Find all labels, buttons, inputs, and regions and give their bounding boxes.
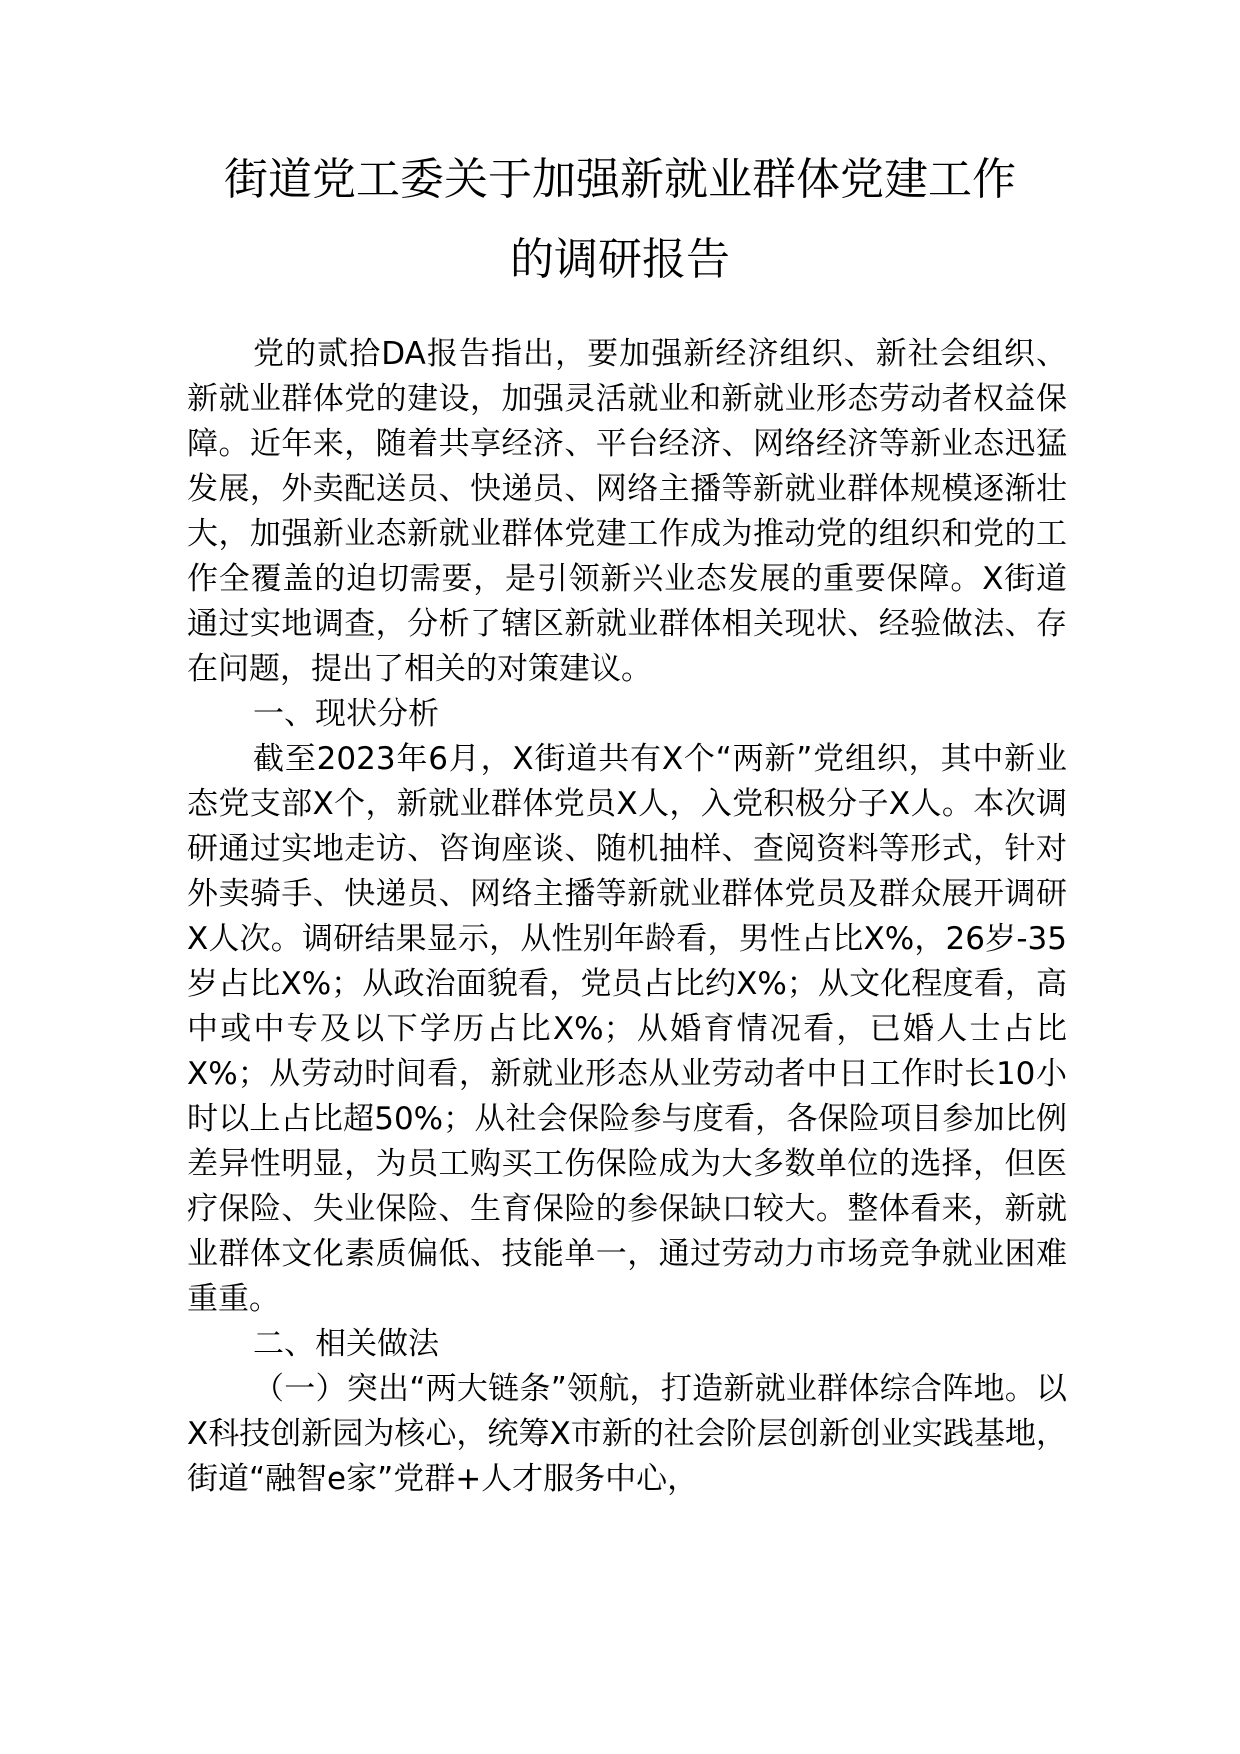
document-body (187, 332, 1067, 1502)
title-line-2: 的调研报告 (510, 234, 730, 285)
paragraph-practice-one: （一）突出“两大链条”领航，打造新就业群体综合阵地。以X科技创新园为核心，统筹X市新的社会阶层创新创业实践基地，街道“融智e家”党群+人才服务中心， (187, 1371, 1067, 1497)
section-heading-status: 一、现状分析 (253, 696, 439, 732)
section-heading-practices: 二、相关做法 (253, 1326, 439, 1362)
title-line-1: 街道党工委关于加强新就业群体党建工作 (224, 154, 1016, 205)
paragraph-status-analysis: 截至2023年6月，X街道共有X个“两新”党组织，其中新业态党支部X个，新就业群体党员X人，入党积极分子X人。本次调研通过实地走访、咨询座谈、随机抽样、查阅资料等形式，针对外卖骑手、快递员、网络主播等新就业群体党员及群众展开调研X人次。调研结果显示，从性别年龄看，男性占比X%，26岁-35岁占比X%；从政治面貌看，党员占比约X%；从文化程度看，高中或中专及以下学历占比X%；从婚育情况看，已婚人士占比X%；从劳动时间看，新就业形态从业劳动者中日工作时长10小时以上占比超50%；从社会保险参与度看，各保险项目参加比例差异性明显，为员工购买工伤保险成为大多数单位的选择，但医疗保险、失业保险、生育保险的参保缺口较大。整体看来，新就业群体文化素质偏低、技能单一，通过劳动力市场竞争就业困难重重。 (187, 741, 1067, 1317)
paragraph-intro: 党的贰拾DA报告指出，要加强新经济组织、新社会组织、新就业群体党的建设，加强灵活就业和新就业形态劳动者权益保障。近年来，随着共享经济、平台经济、网络经济等新业态迅猛发展，外卖配送员、快递员、网络主播等新就业群体规模逐渐壮大，加强新业态新就业群体党建工作成为推动党的组织和党的工作全覆盖的迫切需要，是引领新兴业态发展的重要保障。X街道通过实地调查，分析了辖区新就业群体相关现状、经验做法、存在问题，提出了相关的对策建议。 (187, 336, 1067, 687)
